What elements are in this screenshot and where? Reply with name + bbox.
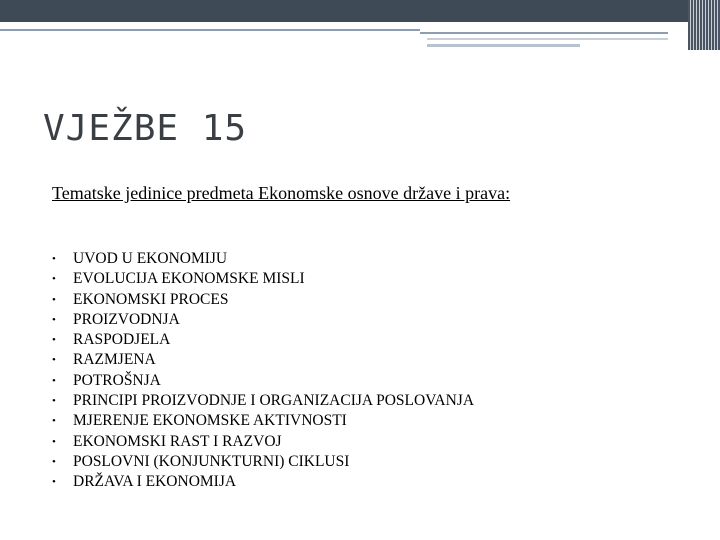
header-accent-line: [427, 44, 580, 47]
topic-label: PRINCIPI PROIZVODNJE I ORGANIZACIJA POSLOVANJA: [73, 392, 475, 410]
bullet-icon: •: [52, 273, 56, 286]
list-item: [52, 391, 474, 411]
bullet-icon: •: [52, 374, 56, 387]
header-stripes-decoration: [688, 0, 720, 50]
list-item: [52, 350, 474, 370]
topic-label: EKONOMSKI PROCES: [73, 290, 229, 308]
topic-list: [52, 249, 474, 493]
topic-label: UVOD U EKONOMIJU: [73, 250, 228, 267]
topic-label: POTROŠNJA: [73, 371, 161, 389]
list-item: [52, 371, 474, 391]
list-item: [52, 290, 474, 310]
list-item: [52, 472, 474, 492]
list-item: [52, 330, 474, 350]
topic-label: RASPODJELA: [73, 331, 171, 349]
topic-label: RAZMJENA: [73, 351, 156, 369]
bullet-icon: •: [52, 334, 56, 347]
header-accent-line: [427, 38, 668, 40]
bullet-icon: •: [52, 435, 56, 448]
bullet-icon: •: [52, 354, 56, 367]
list-item: [52, 249, 474, 269]
topic-label: MJERENJE EKONOMSKE AKTIVNOSTI: [73, 412, 347, 430]
topic-label: PROIZVODNJA: [73, 310, 180, 328]
topic-label: POSLOVNI (KONJUNKTURNI) CIKLUSI: [73, 452, 350, 470]
list-item: [52, 310, 474, 330]
topic-label: EKONOMSKI RAST I RAZVOJ: [73, 432, 282, 450]
bullet-icon: •: [52, 476, 56, 489]
bullet-icon: •: [52, 455, 56, 468]
list-item: [52, 432, 474, 452]
topic-label: EVOLUCIJA EKONOMSKE MISLI: [73, 270, 305, 288]
header-accent-line: [420, 32, 668, 34]
topic-label: DRŽAVA I EKONOMIJA: [73, 473, 237, 491]
bullet-icon: •: [52, 293, 56, 306]
header-accent-line: [0, 29, 420, 31]
header-bar: [0, 0, 720, 22]
list-item: [52, 269, 474, 289]
bullet-icon: •: [52, 253, 56, 265]
bullet-icon: •: [52, 313, 56, 326]
bullet-icon: •: [52, 415, 56, 428]
slide-subtitle: Tematske jedinice predmeta Ekonomske osnove države i prava:: [52, 183, 511, 203]
bullet-icon: •: [52, 395, 56, 408]
list-item: [52, 411, 474, 431]
list-item: [52, 452, 474, 472]
slide-title: VJEŽBE 15: [43, 108, 248, 149]
